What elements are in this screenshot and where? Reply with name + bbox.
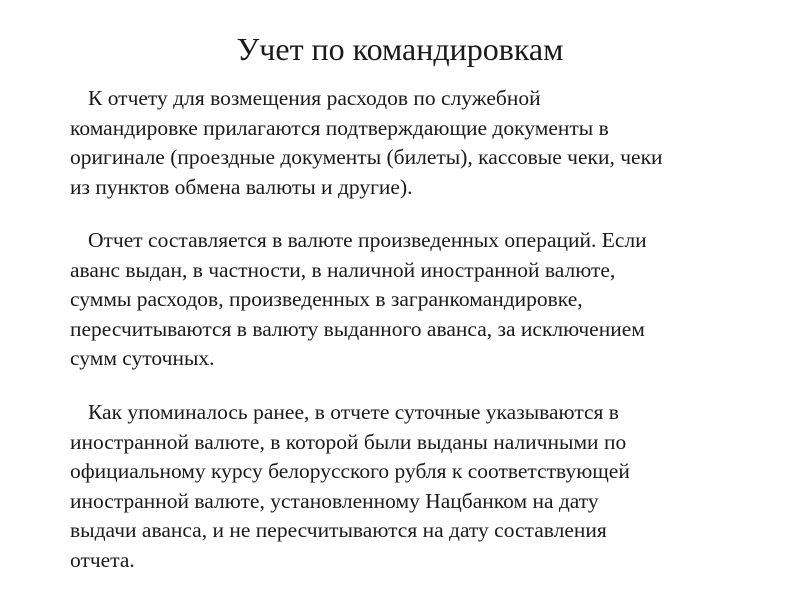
paragraph-2 xyxy=(70,226,750,374)
paragraph-3-line-3: официальному курсу белорусского рубля к соответствующей xyxy=(70,459,630,483)
slide-title: Учет по командировкам xyxy=(236,31,564,67)
paragraph-3-line-2: иностранной валюте, в которой были выданы наличными по xyxy=(70,429,627,454)
paragraph-3-line-4: иностранной валюте, установленному Нацбанком на дату xyxy=(70,488,599,513)
paragraph-2-line-3: суммы расходов, произведенных в загранкомандировке, xyxy=(70,287,583,311)
paragraph-3 xyxy=(70,398,750,575)
paragraph-1-line-3: оригинале (проездные документы (билеты), кассовые чеки, чеки xyxy=(70,145,663,169)
paragraph-1-line-4: из пунктов обмена валюты и другие). xyxy=(70,174,413,199)
paragraph-1-line-1: К отчету для возмещения расходов по служебной xyxy=(88,86,541,110)
paragraph-1 xyxy=(70,84,750,202)
paragraph-3-line-5: выдачи аванса, и не пересчитываются на дату составления xyxy=(70,518,607,542)
paragraph-2-line-2: аванс выдан, в частности, в наличной иностранной валюте, xyxy=(70,257,616,282)
paragraph-3-line-6: отчета. xyxy=(70,547,135,572)
paragraph-2-line-4: пересчитываются в валюту выданного аванса, за исключением xyxy=(70,316,645,341)
paragraph-2-line-1: Отчет составляется в валюте произведенных операций. Если xyxy=(88,228,647,252)
paragraph-3-line-1: Как упоминалось ранее, в отчете суточные указываются в xyxy=(88,400,619,424)
paragraph-1-line-2: командировке прилагаются подтверждающие документы в xyxy=(70,115,609,140)
paragraph-2-line-5: сумм суточных. xyxy=(70,346,215,370)
